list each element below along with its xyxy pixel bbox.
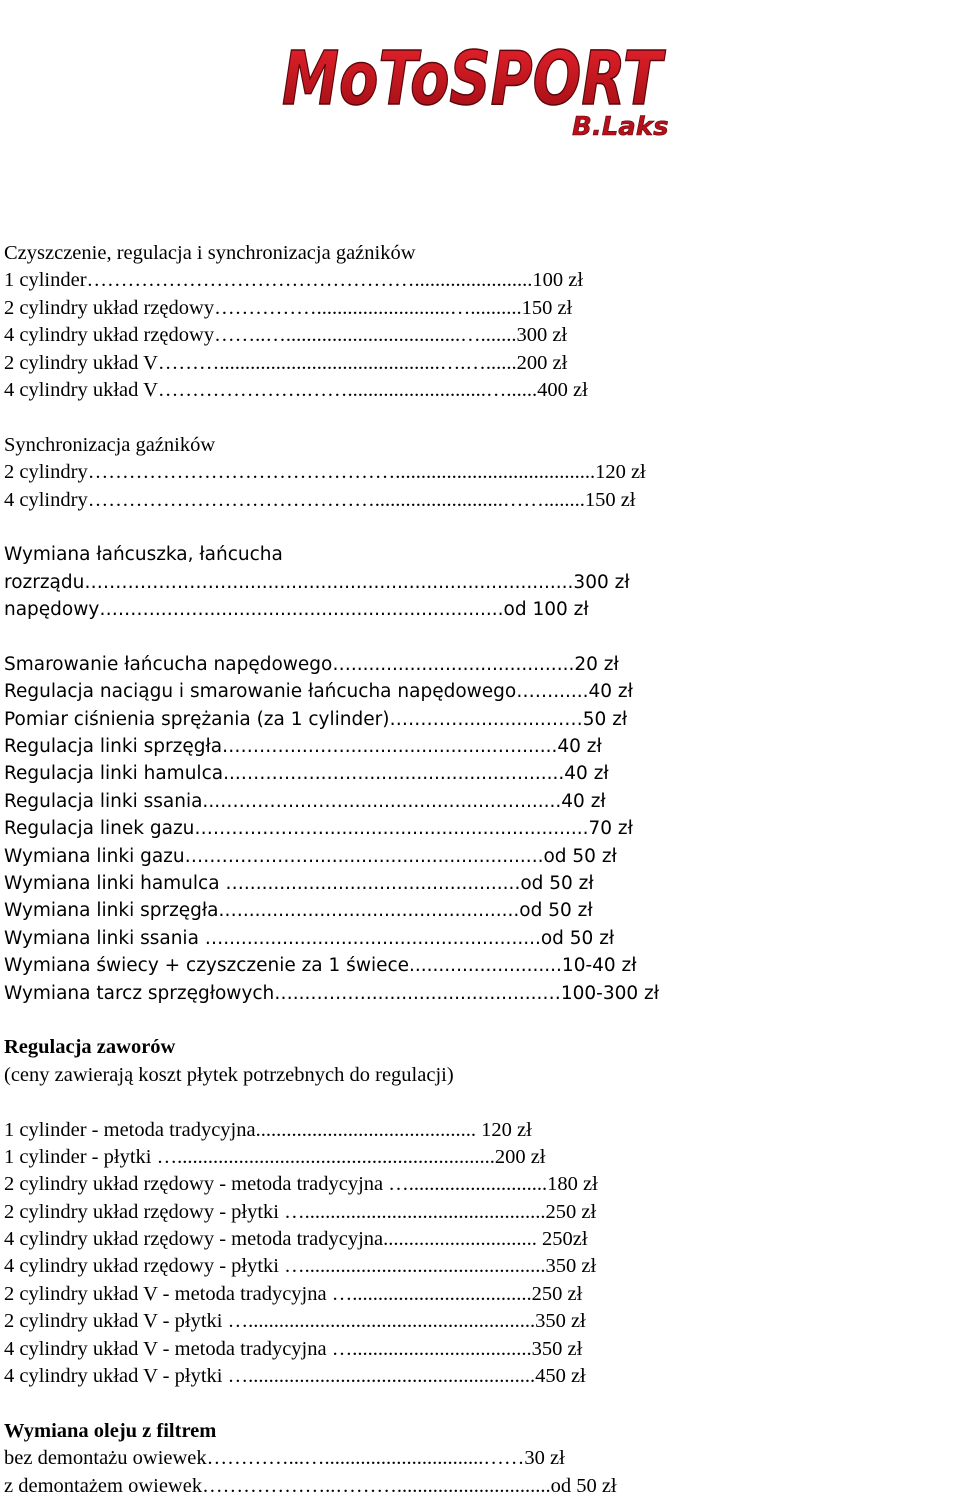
- spacer: [4, 404, 956, 431]
- price-line: rozrządu……………………..........................................................300 zł: [4, 571, 630, 593]
- price-line: Regulacja naciągu i smarowanie łańcucha napędowego……......40 zł: [4, 681, 633, 703]
- price-line: 1 cylinder - płytki …..............................................................200 zł: [4, 1145, 546, 1168]
- price-line: Regulacja linki sprzęgła…………..……..........................….......40 zł: [4, 736, 602, 758]
- logo-sub-text: B.Laks: [572, 112, 669, 142]
- price-line: 2 cylindry układ rzędowy - płytki …...............................................250 zł: [4, 1200, 597, 1223]
- price-line: Wymiana linki sprzęgła.…...............................................od 50 zł: [4, 900, 593, 922]
- price-line: 1 cylinder - metoda tradycyjna........................................... 120 zł: [4, 1118, 532, 1141]
- price-line: 4 cylindry układ rzędowy……..…..................................….......300 zł: [4, 324, 568, 347]
- price-line: 4 cylindry układ V - metoda tradycyjna …...................................350 zł: [4, 1337, 583, 1360]
- price-line: z demontażem owiewek………………..………..............................od 50 zł: [4, 1474, 617, 1497]
- spacer: [4, 1007, 956, 1034]
- price-line: 2 cylindry układ V………...........................................….…......200 zł: [4, 351, 568, 374]
- price-line: 4 cylindry układ rzędowy - metoda tradycyjna.............................. 250zł: [4, 1228, 588, 1251]
- price-line: (ceny zawierają koszt płytek potrzebnych do regulacji): [4, 1063, 454, 1086]
- price-line: Regulacja linki ssania...…………..……...........................….......40 zł: [4, 790, 606, 812]
- price-line: Wymiana łańcuszka, łańcucha: [4, 544, 283, 566]
- section-heading: Wymiana oleju z filtrem: [4, 1419, 217, 1442]
- price-list: [4, 240, 956, 1500]
- logo-brand-text: MoToSPORT: [282, 36, 667, 122]
- section-heading: Synchronizacja gaźników: [4, 433, 216, 456]
- spacer: [4, 514, 956, 541]
- price-line: Regulacja linki hamulca...…………..……........................….......40 zł: [4, 763, 609, 785]
- price-line: 2 cylindry układ rzędowy - metoda tradycyjna …...........................180 zł: [4, 1173, 598, 1196]
- section-heading: Czyszczenie, regulacja i synchronizacja gaźników: [4, 242, 416, 264]
- price-line: 4 cylindry…………………………………….........................……........150 zł: [4, 488, 636, 511]
- price-line: Smarowanie łańcucha napędowego…......................................20 zł: [4, 653, 619, 675]
- price-line: bez demontażu owiewek…………...…...............................……30 zł: [4, 1447, 565, 1470]
- price-line: 2 cylindry……………………………………….......................................120 zł: [4, 461, 646, 484]
- motosport-logo: [270, 22, 670, 150]
- price-line: Regulacja linek gazu………………….............................................70 zł: [4, 818, 633, 840]
- section-heading: Regulacja zaworów: [4, 1036, 176, 1059]
- price-line: Wymiana tarcz sprzęgłowych…...………..............................…100-300 zł: [4, 982, 659, 1004]
- price-line: napędowy………..……...................................................od 100 zł: [4, 599, 589, 621]
- price-line: Wymiana linki hamulca …...............................................od 50 zł: [4, 872, 594, 894]
- price-line: Wymiana świecy + czyszczenie za 1 świece..........................10-40 zł: [4, 955, 637, 977]
- price-line: Pomiar ciśnienia sprężania (za 1 cylinder)…………..............……50 zł: [4, 708, 628, 730]
- price-line: Wymiana linki gazu………………….......................................od 50 zł: [4, 845, 617, 867]
- price-line: 4 cylindry układ V - płytki …........................................................450 zł: [4, 1365, 586, 1388]
- price-line: 2 cylindry układ rzędowy……………..........................…..........150 zł: [4, 296, 573, 319]
- price-line: 1 cylinder………………………………………….......................100 zł: [4, 269, 584, 292]
- price-line: 4 cylindry układ rzędowy - płytki …...............................................350 zł: [4, 1255, 597, 1278]
- price-line: Wymiana linki ssania …......................................................od 50 zł: [4, 927, 615, 949]
- price-line: 2 cylindry układ V - płytki …........................................................350 zł: [4, 1310, 586, 1333]
- price-line: 4 cylindry układ V………………….……...........................…......400 zł: [4, 378, 588, 401]
- spacer: [4, 623, 956, 650]
- spacer: [4, 1390, 956, 1417]
- price-line: 2 cylindry układ V - metoda tradycyjna …...................................250 zł: [4, 1282, 583, 1305]
- spacer: [4, 1089, 956, 1116]
